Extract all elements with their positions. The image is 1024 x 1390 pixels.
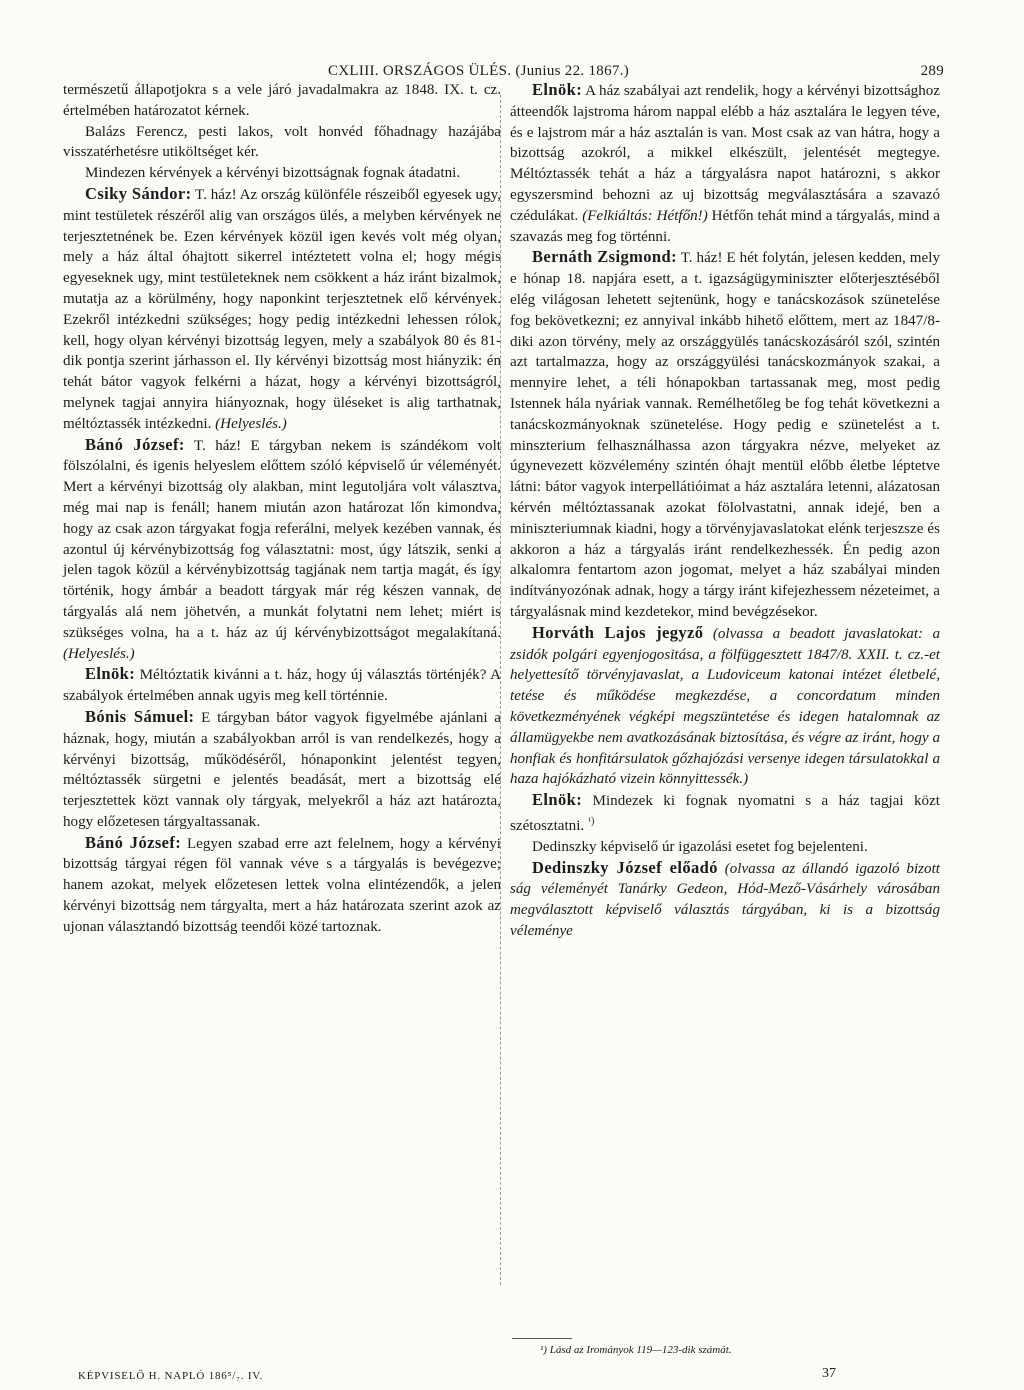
- paragraph: [63, 122, 501, 164]
- column-divider: [500, 95, 501, 1285]
- paragraph: [63, 163, 501, 184]
- paragraph: [510, 858, 940, 942]
- header-title: CXLIII. ORSZÁGOS ÜLÉS. (Junius 22. 1867.): [328, 63, 630, 79]
- paragraph-text: A ház szabályai azt rendelik, hogy a kérvényi bizottsághoz átteendők lajstroma három nappal elébb a ház asztalára le legyen téve, és e lajstrom már a ház asztalán is van. Most csak az van hátra, hogy a bizottság azokról, a mikkel elkészült, jelentését megtegye. Méltóztassék tehát a ház a tárgyalásra napot határozni, s akkor egyszersmind behozni az uj bizottság megválasztására a szavazó czédulákat.: [510, 83, 940, 224]
- paragraph-text: Legyen szabad erre azt felelnem, hogy a kérvényi bizottság tárgyai régen föl vannak véve s a tárgyalás is bevégezve; hanem azokat, melyek előzetesen lettek volna elintézendők, a jelen kérvényi bizottság nem tárgyalta, mert a ház határozata szerint azok az ujonan választandó bizottság teendői közé tartoznak.: [63, 835, 501, 935]
- paragraph-text: Balázs Ferencz, pesti lakos, volt honvéd főhadnagy hazájába visszatérhetésre utiköltséget kér.: [63, 123, 501, 161]
- speaker-name: Horváth Lajos jegyző: [532, 622, 704, 642]
- paragraph-text: T. ház! E tárgyban nekem is szándékom volt fölszólalni, és igenis helyeslem előttem szóló képviselő úr véleményét. Mert a kérvényi bizottság oly alakban, mint legutoljára volt választva, még mai nap is fenáll; hanem miután azon határozat lőn kimondva, hogy az csak azon tárgyakat fogja referálni, melyek kezében vannak, és azontul új kérvénybizottság fog választatni: most, úgy látszik, senki a jelen tagok közül a kérvénybizottság tagjának nem tartja magát, és így történik, hogy ámbár a beadott tárgyak már rég készen vannak, de tárgyalás alá nem jöhetvén, a munkát folytatni nem lehet; miért is szükséges volna, ha a t. ház az új kérvénybizottságot megalakítaná.: [63, 437, 501, 641]
- sheet-number: 37: [822, 1366, 836, 1381]
- footnote-rule: [512, 1338, 572, 1339]
- right-column: [510, 80, 940, 942]
- speaker-name: Elnök:: [85, 664, 136, 684]
- paragraph: [510, 790, 940, 837]
- speaker-name: Bánó József:: [85, 434, 185, 454]
- italic-remark: (Felkiáltás: Hétfőn!): [582, 207, 708, 224]
- speaker-name: Bónis Sámuel:: [85, 706, 195, 726]
- paragraph: [510, 623, 940, 790]
- italic-remark: (Helyeslés.): [63, 645, 135, 662]
- paragraph-text-continued: Hétfőn tehát mind a tárgyalás, mind a szavazás meg fog történni.: [510, 207, 940, 245]
- speaker-name: Elnök:: [532, 80, 583, 99]
- italic-remark: (olvassa az állandó igazoló bizott ság véleményét Tanárky Gedeon, Hód-Mező-Vásárhely városában megválasztott képviselő választás tárgyában, ki is a bizottság véleménye: [510, 860, 940, 939]
- speaker-name: Bernáth Zsigmond:: [532, 247, 677, 267]
- paragraph-text: T. ház! Az ország különféle részeiből egyesek ugy, mint testületek részéről alig van országos ülés, a melyben kérvények ne terjesztetnének be. Ezen kérvények közül igen kevés volt még olyan, mely a ház által óhajtott sikerrel intéztetett volna el; hogy mégis egyeseknek ugy, mint testületeknek nem csökkent a ház iránt bizalmok, mutatja az a körülmény, hogy naponkint terjesztetnek elő kérvények. Ezekről intézkedni szükséges; hogy pedig intézkedni lehessen rólok, kell, hogy olyan kérvényi bizottság legyen, mely a szabályok 80 és 81-dik pontja szerint járhasson el. Ily kérvényi bizottság most hiányzik: én tehát bátor vagyok felkérni a házat, hogy a kérvényi bizottságról, melynek tagjai annyira hiányoznak, hogy üléseket is alig tarthatnak, méltóztassék intézkedni.: [63, 186, 501, 432]
- footnote: ¹) Lásd az Irományok 119—123-dik számát.: [540, 1344, 732, 1356]
- italic-remark: (Helyeslés.): [215, 415, 287, 432]
- paragraph-text: Méltóztatik kivánni a t. ház, hogy új választás történjék? A szabályok értelmében annak ugyis meg kell történnie.: [63, 667, 501, 705]
- paragraph-text: T. ház! E hét folytán, jelesen kedden, mely e hónap 18. napjára esett, a t. igazságügyminiszter előterjesztéséből elég világosan lehetett sejtenünk, hogy e tanácskozások szünetelése fog bekövetkezni; ez annyival inkább hihető előttem, mert az 1847/8-diki azon törvény, mely az országgyülés tanácskozásáról szól, szintén azt tartalmazza, hogy az országgyülési tanácskozmányok szakai, a mennyire lehet, a téli hónapokban tartassanak meg, most pedig Istennek hála nyáriak vannak. Remélhetőleg be fog tehát következni a tanácskozmányoknak szünetelése. Hogy pedig e szünetelést a t. minszterium felhasználhassa azon tárgyakra nézve, melyeket az úgynevezett közvélemény szintén óhajt mentül előbb életbe léptetve látni: bátor vagyok interpellátióimat a ház asztalára letenni, alázatosan kérvén méltóztassanak azokat fölolvastatni, annak idejé, ben a miniszteriumnak kiadni, hogy a törvényjavaslatokat elénk terjeszsze és akkoron a ház a tárgyalás iránt rendelkezhessék. Én pedig azon alkalomra fentartom azon jogomat, melyet a ház szabályai minden indítványozónak adnak, hogy a tárgy iránt kifejezhessem nézeteimet, a tárgyalásnak mind kezdetekor, mind bevégzésekor.: [510, 250, 940, 620]
- footnote-marker: ¹): [587, 815, 595, 827]
- paragraph: [63, 184, 501, 435]
- paragraph-text: Mindezek ki fognak nyomatni s a ház tagjai közt szétosztatni.: [510, 793, 940, 834]
- paragraph-text: E tárgyban bátor vagyok figyelmébe ajánlani a háznak, hogy, miután a szabályokban arról is van rendelkezés, hogy a kérvényi bizottság, működéséről, hónaponkint jelentést tegyen, méltóztassék sürgetni e jelentés beadását, mert a bizottság elé terjesztettek közt vannak oly tárgyak, melyekről a ház azt határozta, hogy előzetesen tárgyaltassanak.: [63, 709, 501, 830]
- speaker-name: Bánó József:: [85, 832, 182, 852]
- paragraph: [63, 833, 501, 938]
- speaker-name: Csiky Sándor:: [85, 183, 192, 203]
- paragraph: [510, 837, 940, 858]
- paragraph: [63, 707, 501, 833]
- paragraph-text: Dedinszky képviselő úr igazolási esetet fog bejelenteni.: [532, 838, 868, 855]
- paragraph-text: természetű állapotjokra s a vele járó javadalmakra az 1848. IX. t. cz. értelmében határozatot kérnek.: [63, 82, 501, 119]
- speaker-name: Elnök:: [532, 790, 583, 810]
- page-number: 289: [920, 63, 944, 79]
- italic-remark: (olvassa a beadott javaslatokat: a zsidók polgári egyenjogositása, a fölfüggesztett 1847/8. XXII. t. cz.-et helyettesítő törvényjavaslat, a Ludoviceum katonai intézet életbelé, tetése és működése megkezdése, a concordatum minden következményének végképi megszüntetése és idegen hatalomnak az államügyekbe nem avatkozásának biztosítása, és végre az iránt, hogy a honfiak és honfitársulatok gőzhajózási versenye idegen társulatokkal a haza hajókázható vizein könnyittessék.): [510, 625, 940, 788]
- signature-line: KÉPVISELŐ H. NAPLÓ 186⁵/₇. IV.: [78, 1370, 264, 1382]
- page-header: [60, 55, 944, 83]
- paragraph: [63, 435, 501, 665]
- left-column: [63, 80, 501, 938]
- paragraph: [510, 80, 940, 247]
- paragraph: [63, 664, 501, 707]
- paragraph: [63, 80, 501, 122]
- paragraph-text: Mindezen kérvények a kérvényi bizottságnak fognak átadatni.: [85, 165, 461, 182]
- speaker-name: Dedinszky József előadó: [532, 857, 718, 877]
- paragraph: [510, 247, 940, 622]
